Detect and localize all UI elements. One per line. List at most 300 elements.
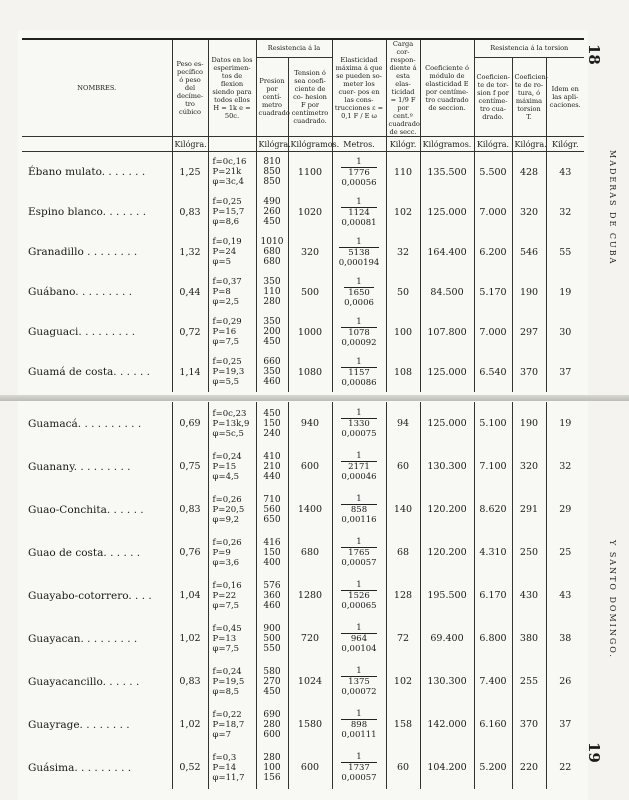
unit-cell: Kilógra. <box>512 137 546 152</box>
elasticity-fraction <box>341 494 376 525</box>
frac-num: 1 <box>356 709 362 719</box>
frac-result: 0,0006 <box>344 297 374 308</box>
presion-1: 416 <box>263 537 281 548</box>
presion-2: 100 <box>263 762 281 773</box>
peso-value: 1,02 <box>179 719 201 730</box>
elasticity-fraction <box>341 157 376 188</box>
wood-name: Guayacan. . . . . . . . . <box>28 632 138 645</box>
timber-table-top <box>22 38 584 392</box>
datos-phi: φ=7 <box>212 729 231 740</box>
elasticity-fraction <box>341 357 376 388</box>
presion-3: 400 <box>263 557 281 568</box>
rotura-coef: 428 <box>519 166 539 178</box>
datos-f: f=0,29 <box>212 317 242 327</box>
elastic-modulus: 84.500 <box>430 286 464 298</box>
datos-p: P=13 <box>212 633 237 644</box>
presion-2: 110 <box>263 287 281 297</box>
frac-den: 1650 <box>344 287 374 298</box>
elasticity-fraction <box>341 197 376 228</box>
wood-name: Guamá de costa. . . . . . <box>28 366 151 378</box>
frac-den: 5138 <box>339 247 380 258</box>
presion-3: 440 <box>263 471 281 482</box>
presion-2: 280 <box>263 719 281 730</box>
elasticity-fraction <box>341 709 376 740</box>
elastic-modulus: 125.000 <box>427 366 467 378</box>
page-number-bottom: 19 <box>585 742 603 763</box>
presion-2: 260 <box>263 207 281 217</box>
datos-phi: φ=7,5 <box>212 337 240 347</box>
presion-2: 360 <box>263 590 281 601</box>
col-coef-torsion: Coeficien- te de tor- sion f por centíme- tro cua- drado. <box>474 57 512 136</box>
frac-result: 0,00046 <box>341 472 377 482</box>
elastic-modulus: 107.800 <box>427 326 467 338</box>
frac-result: 0,00116 <box>341 515 377 525</box>
elasticity-fraction <box>341 752 376 783</box>
tension-value: 600 <box>300 762 320 773</box>
tension-value: 1580 <box>297 719 323 730</box>
presion-3: 550 <box>263 643 281 654</box>
presion-3: 450 <box>263 686 281 697</box>
elasticity-fraction <box>341 580 376 611</box>
datos-f: f=0,24 <box>212 451 242 462</box>
unit-cell: Kilógra. <box>172 137 208 152</box>
peso-value: 1,32 <box>179 246 201 258</box>
rotura-coef: 380 <box>519 633 539 644</box>
presion-1: 350 <box>263 277 281 287</box>
idem-value: 19 <box>559 418 572 429</box>
tension-value: 1400 <box>297 504 323 515</box>
torsion-coef: 7.000 <box>479 326 507 338</box>
torsion-coef: 7.400 <box>479 676 507 687</box>
frac-num: 1 <box>356 666 362 676</box>
torsion-coef: 6.160 <box>479 719 507 730</box>
elastic-modulus: 130.300 <box>427 676 467 687</box>
frac-result: 0,00111 <box>341 730 377 740</box>
col-coef-rotura: Coeficien- te de ro- tura, ó máxima torsion T. <box>512 57 546 136</box>
frac-result: 0,00104 <box>341 644 377 654</box>
unit-cell: Kilógra. <box>474 137 512 152</box>
elastic-modulus: 164.400 <box>427 246 467 258</box>
rotura-coef: 370 <box>519 366 539 378</box>
peso-value: 1,04 <box>179 590 201 601</box>
tension-value: 680 <box>300 547 320 558</box>
carga-value: 72 <box>396 633 410 644</box>
elastic-modulus: 125.000 <box>427 418 467 429</box>
datos-p: P=22 <box>212 590 237 601</box>
frac-den: 1737 <box>341 762 376 773</box>
datos-p: P=16 <box>212 327 237 337</box>
elastic-modulus: 120.200 <box>427 547 467 558</box>
elastic-modulus: 195.500 <box>427 590 467 601</box>
datos-f: f=0,22 <box>212 709 242 720</box>
torsion-coef: 7.000 <box>479 206 507 218</box>
elastic-modulus: 125.000 <box>427 206 467 218</box>
presion-1: 1010 <box>260 237 284 247</box>
frac-result: 0,00072 <box>341 687 377 697</box>
datos-f: f=0,26 <box>212 494 242 505</box>
wood-name: Guayacancillo. . . . . . <box>28 675 140 688</box>
frac-num: 1 <box>356 408 362 418</box>
presion-2: 200 <box>263 327 281 337</box>
presion-1: 410 <box>263 451 281 462</box>
datos-f: f=0,16 <box>212 580 242 591</box>
tension-value: 1024 <box>297 676 323 687</box>
rotura-coef: 255 <box>519 676 539 687</box>
torsion-coef: 8.620 <box>479 504 507 515</box>
presion-2: 560 <box>263 504 281 515</box>
elastic-modulus: 135.500 <box>427 166 467 178</box>
presion-1: 280 <box>263 752 281 763</box>
tension-value: 500 <box>300 286 320 298</box>
torsion-coef: 5.100 <box>479 418 507 429</box>
elasticity-fraction <box>344 277 374 308</box>
frac-den: 898 <box>341 719 376 730</box>
tension-value: 1080 <box>297 366 323 378</box>
idem-value: 43 <box>559 166 572 178</box>
peso-value: 1,14 <box>179 366 201 378</box>
datos-phi: φ=3,6 <box>212 557 240 568</box>
table-row <box>22 660 584 703</box>
frac-den: 1124 <box>341 207 376 218</box>
datos-p: P=20,5 <box>212 504 245 515</box>
elasticity-fraction <box>341 537 376 568</box>
frac-num: 1 <box>356 580 362 590</box>
table-row <box>22 312 584 352</box>
frac-num: 1 <box>356 537 362 547</box>
units-row <box>22 137 584 152</box>
frac-den: 964 <box>341 633 376 644</box>
col-idem: Idem en las apli- caciones. <box>546 57 584 136</box>
presion-1: 660 <box>263 357 281 367</box>
bottom-body <box>22 402 584 789</box>
idem-value: 37 <box>559 719 572 730</box>
presion-3: 280 <box>263 297 281 307</box>
unit-cell: Kilógra. <box>256 137 288 152</box>
datos-f: f=0,25 <box>212 357 242 367</box>
wood-name: Guanany. . . . . . . . . <box>28 460 131 473</box>
datos-p: P=15 <box>212 461 237 472</box>
datos-p: P=8 <box>212 287 231 297</box>
datos-p: P=19,5 <box>212 676 245 687</box>
peso-value: 0,76 <box>179 547 201 558</box>
presion-1: 490 <box>263 197 281 207</box>
torsion-coef: 5.500 <box>479 166 507 178</box>
frac-result: 0,00057 <box>341 558 377 568</box>
rotura-coef: 546 <box>519 246 539 258</box>
col-carga: Carga cor- respon- diente á esta elas- ticidad = 1/9 F por cent.º cuadrado de secc. <box>386 39 420 137</box>
unit-cell <box>208 137 256 152</box>
elastic-modulus: 130.300 <box>427 461 467 472</box>
idem-value: 22 <box>559 762 572 773</box>
carga-value: 100 <box>393 326 413 338</box>
peso-value: 0,72 <box>179 326 201 338</box>
datos-f: f=0c,23 <box>212 408 247 419</box>
elasticity-fraction <box>341 408 376 439</box>
presion-3: 850 <box>263 177 281 187</box>
col-elasticidad: Elasticidad máxima á que se pueden so- meter los cuer- pos en las cons- trucciones ε = 0,1 F / E ω <box>332 39 386 137</box>
frac-result: 0,00081 <box>341 217 377 228</box>
rotura-coef: 320 <box>519 461 539 472</box>
datos-f: f=0,3 <box>212 752 237 763</box>
carga-value: 102 <box>393 206 413 218</box>
datos-p: P=24 <box>212 247 237 257</box>
frac-den: 1078 <box>341 327 376 338</box>
presion-2: 850 <box>263 167 281 177</box>
elastic-modulus: 104.200 <box>427 762 467 773</box>
tension-value: 1100 <box>297 166 323 178</box>
frac-result: 0,00086 <box>341 377 377 388</box>
page-fold <box>0 395 629 401</box>
top-body <box>22 152 584 393</box>
presion-2: 210 <box>263 461 281 472</box>
peso-value: 0,83 <box>179 206 201 218</box>
presion-2: 270 <box>263 676 281 687</box>
frac-result: 0,00075 <box>341 429 377 439</box>
rotura-coef: 297 <box>519 326 539 338</box>
col-datos: Datos en los esperimen- tos de flexion siendo para todos ellos H = 1k e = 50c. <box>208 39 256 137</box>
presion-3: 680 <box>263 257 281 267</box>
table-row <box>22 192 584 232</box>
presion-2: 500 <box>263 633 281 644</box>
presion-3: 240 <box>263 428 281 439</box>
frac-num: 1 <box>356 752 362 762</box>
elastic-modulus: 120.200 <box>427 504 467 515</box>
frac-result: 0,00057 <box>341 773 377 783</box>
presion-3: 450 <box>263 217 281 227</box>
frac-num: 1 <box>356 623 362 633</box>
tension-value: 1280 <box>297 590 323 601</box>
tension-value: 600 <box>300 461 320 472</box>
rotura-coef: 190 <box>519 286 539 298</box>
peso-value: 1,25 <box>179 166 201 178</box>
rotura-coef: 320 <box>519 206 539 218</box>
table-row <box>22 445 584 488</box>
unit-cell: Kilógr. <box>386 137 420 152</box>
wood-name: Guayrage. . . . . . . . <box>28 718 130 731</box>
presion-3: 450 <box>263 337 281 347</box>
table-row <box>22 488 584 531</box>
frac-den: 1765 <box>341 547 376 558</box>
carga-value: 102 <box>393 676 413 687</box>
rotura-coef: 291 <box>519 504 539 515</box>
elasticity-fraction <box>341 623 376 654</box>
idem-value: 43 <box>559 590 572 601</box>
wood-name: Espino blanco. . . . . . . <box>28 206 147 218</box>
wood-name: Guaguaci. . . . . . . . . <box>28 326 136 338</box>
table-row <box>22 152 584 193</box>
carga-value: 60 <box>396 461 410 472</box>
presion-2: 350 <box>263 367 281 377</box>
peso-value: 1,02 <box>179 633 201 644</box>
presion-1: 900 <box>263 623 281 634</box>
idem-value: 55 <box>559 246 572 258</box>
presion-1: 450 <box>263 408 281 419</box>
presion-3: 156 <box>263 772 281 783</box>
frac-num: 1 <box>356 236 362 247</box>
elasticity-fraction <box>341 317 376 348</box>
torsion-coef: 7.100 <box>479 461 507 472</box>
frac-den: 858 <box>341 504 376 515</box>
presion-1: 576 <box>263 580 281 591</box>
peso-value: 0,44 <box>179 286 201 298</box>
datos-phi: φ=11,7 <box>212 772 245 783</box>
rotura-coef: 370 <box>519 719 539 730</box>
tension-value: 1020 <box>297 206 323 218</box>
peso-value: 0,69 <box>179 418 201 429</box>
unit-cell: Kilógramos. <box>288 137 332 152</box>
presion-2: 680 <box>263 247 281 257</box>
frac-den: 1375 <box>341 676 376 687</box>
frac-result: 0,000194 <box>338 257 380 268</box>
wood-name: Guásima. . . . . . . . . <box>28 761 132 774</box>
frac-den: 1157 <box>341 367 376 378</box>
datos-phi: φ=7,5 <box>212 600 240 611</box>
elasticity-fraction <box>339 237 380 268</box>
frac-num: 1 <box>356 451 362 461</box>
presion-2: 150 <box>263 418 281 429</box>
frac-num: 1 <box>356 356 362 367</box>
frac-den: 2171 <box>341 461 376 472</box>
torsion-coef: 6.540 <box>479 366 507 378</box>
presion-1: 350 <box>263 317 281 327</box>
frac-num: 1 <box>356 156 362 167</box>
carga-value: 158 <box>393 719 413 730</box>
frac-result: 0,00092 <box>341 337 377 348</box>
carga-value: 50 <box>396 286 410 298</box>
datos-phi: φ=7,5 <box>212 643 240 654</box>
page-number-top: 18 <box>585 44 603 65</box>
datos-f: f=0c,16 <box>212 157 247 167</box>
torsion-coef: 5.200 <box>479 762 507 773</box>
frac-result: 0,00065 <box>341 601 377 611</box>
datos-f: f=0,19 <box>212 237 242 247</box>
presion-1: 690 <box>263 709 281 720</box>
frac-num: 1 <box>356 196 362 207</box>
tension-value: 320 <box>300 246 320 258</box>
table-row <box>22 703 584 746</box>
presion-1: 710 <box>263 494 281 505</box>
wood-name: Guábano. . . . . . . . . <box>28 286 133 298</box>
idem-value: 26 <box>559 676 572 687</box>
datos-phi: φ=5 <box>212 257 231 267</box>
carga-value: 68 <box>396 547 410 558</box>
datos-phi: φ=3c,4 <box>212 177 244 187</box>
carga-value: 108 <box>393 366 413 378</box>
elasticity-fraction <box>341 666 376 697</box>
idem-value: 30 <box>559 326 572 338</box>
wood-name: Granadillo . . . . . . . . <box>28 246 138 258</box>
datos-phi: φ=8,5 <box>212 686 240 697</box>
group-torsion: Resistencia á la torsion <box>474 39 584 57</box>
table-row <box>22 574 584 617</box>
col-presion: Presion por centí- metro cuadrado <box>256 57 288 136</box>
table-row <box>22 746 584 789</box>
idem-value: 25 <box>559 547 572 558</box>
peso-value: 0,75 <box>179 461 201 472</box>
peso-value: 0,83 <box>179 504 201 515</box>
unit-cell: Kilógr. <box>546 137 584 152</box>
presion-1: 580 <box>263 666 281 677</box>
datos-phi: φ=2,5 <box>212 297 240 307</box>
frac-num: 1 <box>356 276 362 287</box>
idem-value: 37 <box>559 366 572 378</box>
table-row <box>22 352 584 392</box>
frac-num: 1 <box>356 494 362 504</box>
presion-3: 460 <box>263 600 281 611</box>
datos-phi: φ=5c,5 <box>212 428 244 439</box>
tension-value: 1000 <box>297 326 323 338</box>
presion-3: 650 <box>263 514 281 525</box>
group-resistencia: Resistencia á la <box>256 39 332 57</box>
wood-name: Guao-Conchita. . . . . . <box>28 503 144 516</box>
col-tension: Tension ó sea coefi- ciente de co- hesion F por centímetro cuadrado. <box>288 57 332 136</box>
idem-value: 19 <box>559 286 572 298</box>
frac-result: 0,00056 <box>341 177 377 188</box>
frac-den: 1526 <box>341 590 376 601</box>
datos-f: f=0,24 <box>212 666 242 677</box>
rotura-coef: 430 <box>519 590 539 601</box>
col-peso: Peso es- pecífico ó peso del decíme- tro cúbico <box>172 39 208 137</box>
datos-p: P=18,7 <box>212 719 245 730</box>
datos-phi: φ=8,6 <box>212 217 240 227</box>
datos-phi: φ=5,5 <box>212 377 240 387</box>
datos-p: P=13k,9 <box>212 418 250 429</box>
table-row <box>22 531 584 574</box>
frac-den: 1330 <box>341 418 376 429</box>
table-row <box>22 232 584 272</box>
carga-value: 60 <box>396 762 410 773</box>
torsion-coef: 6.200 <box>479 246 507 258</box>
datos-p: P=15,7 <box>212 207 245 217</box>
torsion-coef: 5.170 <box>479 286 507 298</box>
idem-value: 32 <box>559 206 572 218</box>
datos-phi: φ=9,2 <box>212 514 240 525</box>
datos-p: P=14 <box>212 762 237 773</box>
datos-p: P=9 <box>212 547 231 558</box>
timber-table-bottom <box>22 402 584 789</box>
peso-value: 0,52 <box>179 762 201 773</box>
datos-f: f=0,37 <box>212 277 242 287</box>
idem-value: 29 <box>559 504 572 515</box>
rotura-coef: 250 <box>519 547 539 558</box>
carga-value: 32 <box>396 246 410 258</box>
frac-den: 1776 <box>341 167 376 178</box>
datos-p: P=21k <box>212 167 242 177</box>
col-coef-elast: Coeficiente ó módulo de elasticidad E por centíme- tro cuadrado de seccion. <box>420 39 474 137</box>
datos-phi: φ=4,5 <box>212 471 240 482</box>
frac-num: 1 <box>356 316 362 327</box>
datos-f: f=0,25 <box>212 197 242 207</box>
carga-value: 140 <box>393 504 413 515</box>
presion-2: 150 <box>263 547 281 558</box>
rotura-coef: 220 <box>519 762 539 773</box>
wood-name: Guao de costa. . . . . . <box>28 546 141 559</box>
idem-value: 38 <box>559 633 572 644</box>
col-nombres: NOMBRES. <box>22 39 172 137</box>
datos-p: P=19,3 <box>212 367 245 377</box>
table-row <box>22 617 584 660</box>
datos-f: f=0,26 <box>212 537 242 548</box>
carga-value: 94 <box>396 418 410 429</box>
elastic-modulus: 69.400 <box>430 633 464 644</box>
peso-value: 0,83 <box>179 676 201 687</box>
wood-name: Ébano mulato. . . . . . . <box>28 166 146 178</box>
unit-cell: Metros. <box>332 137 386 152</box>
table-row <box>22 402 584 445</box>
tension-value: 940 <box>300 418 320 429</box>
torsion-coef: 6.170 <box>479 590 507 601</box>
torsion-coef: 6.800 <box>479 633 507 644</box>
